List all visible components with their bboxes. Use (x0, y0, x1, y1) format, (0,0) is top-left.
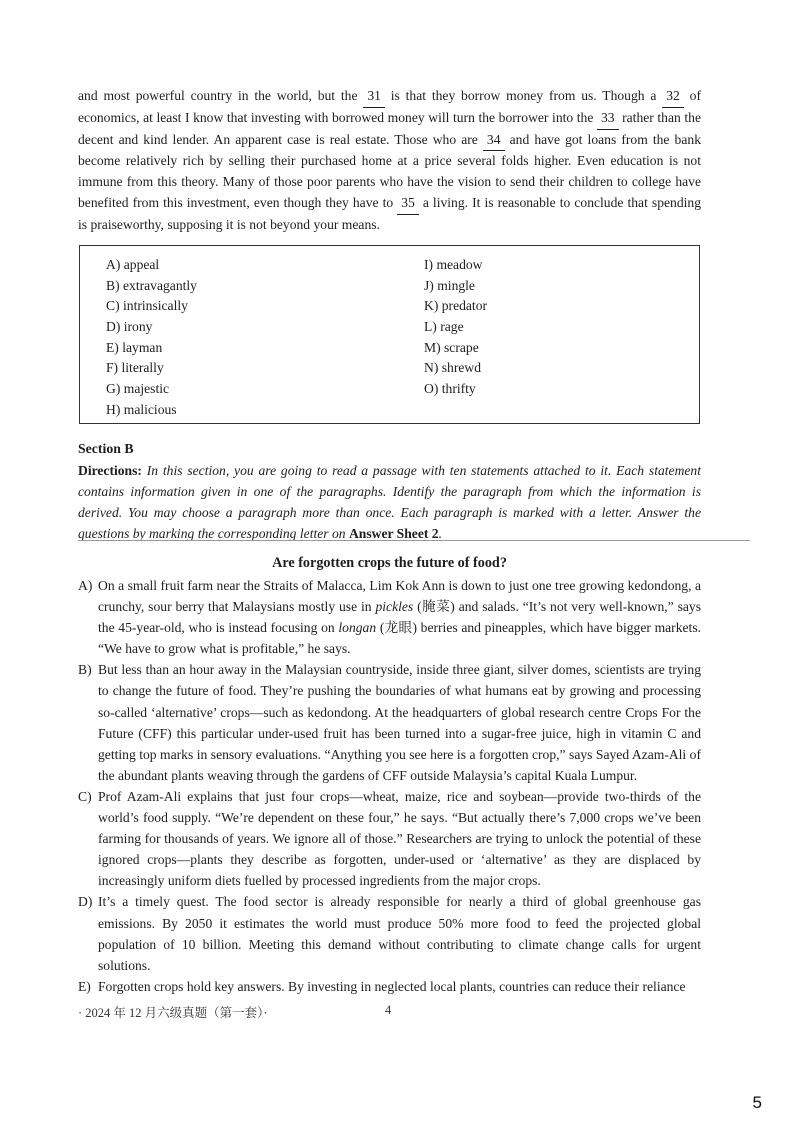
paragraph-text: On a small fruit farm near the Straits of Malacca, Lim Kok Ann is down to just one tree growing kedondong, a crunchy, sour berry that Malaysians mostly use in (98, 578, 701, 615)
word-option: H) malicious (106, 401, 177, 417)
directions-text: . (438, 526, 442, 541)
directions-text: In this section, you are going to read a passage with ten statements attached to it. Each statement contains information given in one of the paragraphs. Identify the paragraph from which the information is derived. You may choose a paragraph more than once. Each paragraph is marked with a letter. Answer the questions by marking the corresponding letter on (78, 463, 701, 541)
paragraph-letter: E) (78, 978, 91, 994)
word-option: O) thrifty (424, 381, 476, 397)
paragraph-e (78, 976, 701, 997)
passage-title: Are forgotten crops the future of food? (272, 555, 507, 571)
page-number: 4 (385, 1003, 392, 1017)
word-option: C) intrinsically (106, 298, 188, 314)
word-option: D) irony (106, 319, 153, 335)
cloze-text: of economics, at least I know that investing with borrowed money will turn the borrower into the (78, 88, 701, 125)
paragraph-text: Prof Azam-Ali explains that just four crops—wheat, maize, rice and soybean—provide two-thirds of the world’s food supply. “We’re dependent on these four,” he says. “But actually there’s 7,000 crops we’ve been farming for thousands of years. We ignore all of those.” Researchers are trying to unlock the potential of these ignored crops—plants they describe as forgotten, under-used or ‘alternative’ as they are displaced by increasingly uniform diets fuelled by processed ingredients from the major crops. (98, 788, 701, 889)
paragraph-text: and salads. “It’s not very well-known,” says the 45-year-old, who is instead focusing on (98, 599, 701, 636)
word-option: M) scrape (424, 339, 479, 355)
paragraph-text: It’s a timely quest. The food sector is already responsible for nearly a third of global greenhouse gas emissions. By 2050 it estimates the world must produce 50% more food to feed the projected global population of 10 billion. Meeting this demand without contributing to climate change calls for urgent solutions. (98, 894, 701, 973)
word-bank (79, 245, 700, 424)
chinese-gloss: (龙眼) (376, 620, 417, 636)
paragraph-letter: C) (78, 788, 92, 804)
corner-page-number: 5 (752, 1093, 762, 1112)
section-directions (78, 460, 701, 544)
paragraph-a (78, 575, 701, 659)
cloze-text: is that they borrow money from us. Though a (384, 88, 663, 103)
cloze-text: rather than the decent and kind lender. An apparent case is real estate. Those who are (78, 109, 701, 147)
word-option: B) extravagantly (106, 277, 197, 293)
directions-label: Directions: (78, 463, 142, 478)
emphasis-term: pickles (375, 599, 414, 615)
passage (78, 575, 701, 997)
word-option: F) literally (106, 360, 164, 376)
paragraph-letter: A) (78, 578, 93, 593)
blank-32: 32 (662, 86, 684, 108)
word-option: G) majestic (106, 381, 170, 397)
paragraph-letter: B) (78, 662, 92, 678)
paragraph-d (78, 891, 701, 975)
paragraph-letter: D) (78, 894, 93, 910)
word-option: A) appeal (106, 257, 160, 272)
answer-sheet-ref: Answer Sheet 2 (348, 526, 439, 541)
divider (78, 540, 750, 541)
paragraph-text: berries and pineapples, which have bigger markets. “We have to grow what is profitable,” he says. (98, 620, 702, 657)
paragraph-text: Forgotten crops hold key answers. By investing in neglected local plants, countries can reduce their reliance (98, 978, 686, 994)
chinese-gloss: (腌菜) (413, 599, 455, 615)
blank-33: 33 (597, 108, 619, 130)
cloze-text: and have got loans from the bank become relatively rich by selling their purchased home at a price several folds higher. Even education is not immune from this theory. Many of those poor parents who have the vision to send their children to college have benefited from this investment, even though they have to (78, 131, 701, 210)
word-bank-right-column (424, 255, 487, 400)
paragraph-b (78, 659, 701, 786)
paragraph-c (78, 786, 701, 891)
section-heading: Section B (78, 441, 134, 456)
word-option: E) layman (106, 339, 163, 355)
word-option: N) shrewd (424, 360, 482, 376)
blank-35: 35 (397, 193, 419, 215)
cloze-text: a living. It is reasonable to conclude that spending is praiseworthy, supposing it is not beyond your means. (78, 194, 701, 232)
word-option: J) mingle (424, 277, 475, 293)
word-option: L) rage (424, 319, 464, 335)
blank-34: 34 (483, 130, 505, 152)
exam-footer-label: · 2024 年 12 月六级真题（第一套）· (78, 1006, 268, 1020)
word-bank-left-column (106, 255, 197, 421)
cloze-paragraph (78, 86, 701, 236)
cloze-text: and most powerful country in the world, but the (78, 88, 364, 103)
emphasis-term: longan (338, 620, 377, 636)
blank-31: 31 (363, 86, 385, 108)
paragraph-text: But less than an hour away in the Malaysian countryside, inside three giant, silver domes, scientists are trying to change the future of food. They’re pushing the boundaries of what humans eat by growing and processing so-called ‘alternative’ crops—such as kedondong. At the headquarters of global research centre Crops For the Future (CFF) this particular under-used fruit has been turned into a sugar-free juice, high in vitamin C and getting top marks in sensory evaluations. “Anything you see here is a forgotten crop,” says Sayed Azam-Ali of the abundant plants weaving through the gardens of CFF outside Malaysia’s capital Kuala Lumpur. (98, 662, 701, 783)
word-option: I) meadow (424, 257, 483, 272)
word-option: K) predator (424, 298, 488, 314)
